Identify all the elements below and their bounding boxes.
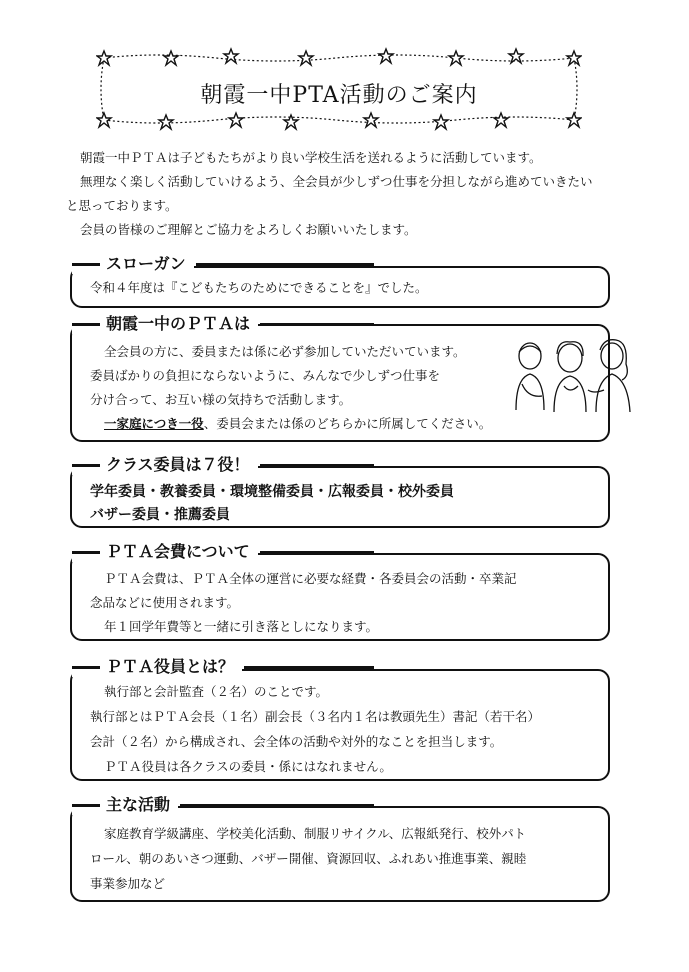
heading-rule [260, 323, 374, 326]
pta-last-line [104, 412, 491, 436]
intro-line: と思っております。 [66, 198, 178, 213]
star-icon [449, 51, 463, 65]
star-icon [434, 115, 448, 129]
officers-line: 執行部と会計監査（２名）のことです。 [104, 684, 329, 699]
one-role-emphasis: 一家庭につき一役 [104, 416, 204, 431]
fee-line: 念品などに使用されます。 [90, 595, 240, 610]
star-icon [567, 51, 581, 65]
intro-line: 無理なく楽しく活動していけるよう、全会員が少しずつ仕事を分担しながら進めていきたい [80, 174, 593, 189]
fee-heading: ＰＴＡ会費について [72, 542, 258, 562]
committees-heading: クラス委員は７役！ [72, 455, 258, 475]
fee-line: 年１回学年費等と一緒に引き落としになります。 [104, 619, 379, 634]
officers-line: 会計（２名）から構成され、会全体の活動や対外的なことを担当します。 [90, 734, 503, 749]
heading-rule [196, 263, 374, 266]
pta-last-line-rest: 、委員会または係のどちらかに所属してください。 [203, 416, 492, 431]
intro-paragraph [66, 146, 626, 242]
slogan-heading: スローガン [72, 254, 194, 274]
pta-line: 分け合って、お互い様の気持ちで活動します。 [90, 392, 352, 407]
activities-heading: 主な活動 [72, 795, 178, 815]
star-icon [284, 115, 298, 129]
intro-line: 会員の皆様のご理解とご協力をよろしくお願いいたします。 [80, 222, 417, 237]
star-icon [494, 113, 508, 127]
slogan-text: 令和４年度は『こどもたちのためにできることを』でした。 [90, 280, 428, 295]
star-icon [509, 49, 523, 63]
officers-line: ＰＴＡ役員は各クラスの委員・係にはなれません。 [104, 759, 392, 774]
intro-line: 朝霞一中ＰＴＡは子どもたちがより良い学校生活を送れるように活動しています。 [80, 150, 542, 165]
heading-rule [244, 666, 374, 669]
officers-line: 執行部とはＰＴＡ会長（１名）副会長（３名内１名は教頭先生）書記（若干名） [90, 709, 541, 724]
star-icon [97, 51, 111, 65]
heading-rule [260, 464, 374, 467]
star-icon [159, 115, 173, 129]
pta-line: 全会員の方に、委員または係に必ず参加していただいています。 [104, 344, 466, 359]
officers-heading: ＰＴＡ役員とは？ [72, 657, 242, 677]
fee-line: ＰＴＡ会費は、ＰＴＡ全体の運営に必要な経費・各委員会の活動・卒業記 [104, 571, 517, 586]
committees-line: 学年委員・教養委員・環境整備委員・広報委員・校外委員 [90, 484, 454, 500]
parents-illustration [508, 336, 638, 414]
activities-line: 事業参加など [90, 876, 166, 891]
pta-line: 委員ばかりの負担にならないように、みんなで少しずつ仕事を [90, 368, 441, 383]
heading-rule [260, 551, 374, 554]
star-icon [224, 49, 238, 63]
star-icon [379, 49, 393, 63]
star-icon [299, 51, 313, 65]
page-title: 朝霞一中PTA活動のご案内 [200, 83, 478, 108]
activities-line: 家庭教育学級講座、学校美化活動、制服リサイクル、広報紙発行、校外パト [104, 826, 527, 841]
star-icon [567, 113, 581, 127]
star-icon [229, 113, 243, 127]
committees-line: バザー委員・推薦委員 [90, 507, 230, 523]
star-icon [97, 113, 111, 127]
star-icon [364, 113, 378, 127]
activities-line: ロール、朝のあいさつ運動、バザー開催、資源回収、ふれあい推進事業、親睦 [90, 851, 527, 866]
heading-rule [180, 804, 374, 807]
pta-heading: 朝霞一中のＰＴＡは [72, 314, 258, 334]
star-icon [164, 51, 178, 65]
